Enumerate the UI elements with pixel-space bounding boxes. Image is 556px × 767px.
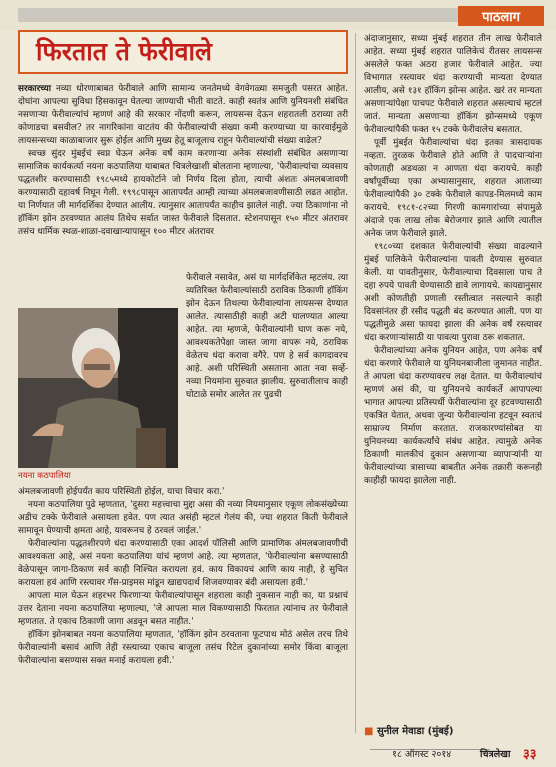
author-name: सुनील मेवाडा (मुंबई) bbox=[376, 726, 454, 737]
issue-date: १८ ऑगस्ट २०१४ bbox=[392, 749, 452, 760]
paragraph-4: फेरीवाल्यांना पद्धतशीरपणे धंदा करण्यासाठी एका आदर्श पॉलिसी आणि प्रामाणिक अंमलबजावणीची आवश्यकता आहे, असं नयना कठपालिया यांचं म्हणणं आहे. त्या म्हणतात, 'फेरीवाल्यांना बसण्यासाठी वेळेपासून जागा-ठिकाण सर्व काही निश्चित करायला हवं. काय विकायचं आणि काय नाही, हे सुचित करायला हवं आणि रस्त्यावर गॅस-प्राइमस मांडून खाद्यपदार्थ शिजवण्यावर बंदी असायला हवी.' bbox=[18, 539, 348, 588]
paragraph-2: स्वच्छ सुंदर मुंबईचं स्वप्न घेऊन अनेक वर्षं काम करणाऱ्या अनेक संस्थांशी संबंधित असणाऱ्या सामाजिक कार्यकर्त्या नयना कठपालिया याबाबत चित्रलेखाशी बोलताना म्हणाल्या, 'फेरीवाल्यांचा व्यवसाय पद्धतशीर करण्यासाठी १९८५मध्ये हायकोर्टाने जो निर्णय दिला होता, त्याची अंशतः अंमलबजावणी करण्यासाठी दहावर्ष निघून गेली. १९९८पासून आतापर्यंत आम्ही त्याच्या अंमलबजावणीसाठी लढत आहोत. या निर्णयात जी मार्गदर्शिका देण्यात आलीय. त्यानुसार आतापर्यंत काहीच झालेलं नाही. ज्या ठिकाणांना नो हॉकिंग झोन ठरवण्यात आलंय तिथेच सर्वात जास्त फेरीवाले दिसतात. स्टेशनपासून १५० मीटर अंतरावर तसंच धार्मिक स्थळ-शाळा-दवाखान्यापासून १०० मीटर अंतरावर bbox=[18, 149, 348, 237]
portrait-photo bbox=[18, 308, 178, 468]
byline-marker: ■ bbox=[364, 726, 377, 737]
article-left-column bbox=[18, 83, 348, 239]
photo-caption: नयना कठपालिया bbox=[18, 471, 71, 481]
paragraph-2-continued: फेरीवाले नसावेत, असं या मार्गदर्शिकेत म्हटलंय. त्या व्यतिरिक्त फेरीवाल्यांसाठी ठराविक ठिकाणी हॉकिंग झोन देऊन तिथल्या फेरीवाल्यांना लायसन्स देण्यात आलेत. त्यासाठीही काही अटी घालण्यात आल्या आहेत. त्या म्हणजे, फेरीवाल्यांनी घाण करू नये, आवश्यकतेपेक्षा जास्त जागा वापरू नये, ठराविक वेळेतच धंदा करावा वगैरे. पण हे सर्व कागदावरच आहे. अशी परिस्थिती असताना आता नवा सर्व्हे-नव्या नियमांना सुरुवात झालीय. सुरुवातीलाच काही घोटाळे समोर आलेत तर पुढची bbox=[186, 273, 348, 400]
lead-paragraph bbox=[18, 83, 348, 148]
right-paragraph-2: पूर्वी मुंबईत फेरीवाल्यांचा धंदा इतका त्रासदायक नव्हता. तुरळक फेरीवाले होते आणि ते पादचाऱ्यांना कोणताही अडथळा न आणता धंदा करायचे. काही वर्षांपूर्वीच्या एका अभ्यासानुसार, शहरात आताच्या फेरीवाल्यांपैकी ३० टक्के फेरीवाले कापड-मिलमध्ये काम करायचे. १९८१-८२च्या गिरणी कामगारांच्या संपामुळे अंदाजे एक लाख लोक बेरोजगार झाले आणि त्यातील अनेक जण फेरीवाले झाले. bbox=[364, 138, 542, 239]
paragraph-2-end: अंमलबजावणी होईपर्यंत काय परिस्थिती होईल, याचा विचार करा.' bbox=[18, 487, 225, 497]
lead-text: नव्या धोरणाबाबत फेरीवाले आणि सामान्य जनतेमध्ये वेगवेगळ्या समजुती पसरत आहेत. दोघांना आपल्या सुविधा हिसकावून घेतल्या जाण्याची भीती वाटते. काही स्वतंत्र आणि युनियनशी संबंधित नसणाऱ्या फेरीवाल्यांचं म्हणणं आहे की सरकार नोंदणी करून, लायसन्स देऊन शहरातली ठराव्या तरी कोणाडचा बसवील? तर नागरिकांना वाटतंय की फेरीवाल्यांची संख्या कमी करण्याच्या या कारवाईमुळे लायसन्सच्या काळाबाजार सुरू होईल आणि मुख्य हेतू बाजूलाच राहून फेरीवाल्यांची संख्या वाढेल? bbox=[18, 84, 348, 146]
header-band bbox=[18, 8, 458, 22]
headline-box bbox=[18, 30, 348, 74]
text-beside-photo bbox=[186, 272, 348, 402]
right-paragraph-3: १९८०च्या दशकात फेरीवाल्यांची संख्या वाढल्याने मुंबई पालिकेने फेरीवाल्यांना पावती देण्यास सुरुवात केली. या पावतीनुसार, फेरीवाल्याचा दिवसाला पाच ते दहा रुपये पावती घेण्यासाठी द्यावे लागायचे. कायद्यानुसार अशी कोणतीही प्रणाली रस्तीत्वात नसल्याने काही दिवसांनंतर ही रसीद पद्धती बंद करण्यात आली. पण या पद्धतीमुळे असा फायदा झाला की अनेक वर्षं रस्त्यावर धंदा करणाऱ्यांसाठी या पावत्या पुरावा ठरू शकतात. bbox=[364, 242, 542, 343]
top-bar bbox=[0, 0, 556, 30]
page-footer bbox=[0, 742, 556, 767]
article-right-column bbox=[364, 33, 542, 488]
portrait-image bbox=[18, 308, 178, 468]
byline bbox=[364, 723, 542, 737]
paragraph-6: हॉकिंग झोनबाबत नयना कठपालिया म्हणतात, 'हॉकिंग झोन ठरवताना फूटपाथ मोठं असेल तरच तिथे फेरीवाल्यांनी बसावं आणि तेही रस्त्याच्या एकाच बाजूला तसंच रिटेल दुकानांच्या समोर किंवा बाजूला फेरीवाल्यांना बसण्यास सक्त मनाई करायला हवी.' bbox=[18, 630, 348, 666]
article-headline: फिरतात ते फेरीवाले bbox=[36, 37, 212, 66]
magazine-name: चित्रलेखा bbox=[480, 749, 511, 760]
article-left-bottom bbox=[18, 486, 348, 668]
paragraph-3: नयना कठपालिया पुढे म्हणतात, 'दुसरा महत्त्वाचा मुद्दा असा की नव्या नियमानुसार एकूण लोकसंख्येच्या अडीच टक्के फेरीवाले असायला हवेत. पण त्यात असंही म्हटलं गेलंय की, ज्या शहरात किती फेरीवाले सामावून घेण्याची क्षमता आहे, यावरूनच हे ठरवलं जाईल.' bbox=[18, 500, 348, 536]
right-paragraph-4: फेरीवाल्यांच्या अनेक युनियन आहेत, पण अनेक वर्षं धंदा करणारे फेरीवाले या युनियनबाजीला जुमानत नाहीत. ते आपला धंदा करण्यावरच लक्ष देतात. या फेरीवाल्यांचं म्हणणं असं की, या युनियनचे कार्यकर्ते आपापल्या भागात आपल्या प्रतिस्पर्धी फेरीवाल्यांना दूर हटवण्यासाठी एकत्रित येतात, अथवा जुन्या फेरीवाल्यांना हटवून स्वतःचं साम्राज्य निर्माण करतात. राजकारण्यांसोबत या युनियनच्या कार्यकर्त्यांचे संबंध आहेत. त्यामुळे अनेक ठिकाणी मालकीचं दुकान असणाऱ्या व्यापाऱ्यांनी या फेरीवाल्यांच्या त्रासाच्या बाबतीत अनेक तक्रारी करूनही काहीही फायदा झालेला नाही. bbox=[364, 346, 542, 486]
page-number: ३३ bbox=[523, 747, 537, 762]
column-divider bbox=[355, 33, 356, 733]
lead-word: सरकारच्या bbox=[18, 84, 52, 94]
section-tag: पाठलाग bbox=[458, 6, 544, 26]
paragraph-5: आपला माल घेऊन शहरभर फिरणाऱ्या फेरीवाल्यांपासून शहराला काही नुकसान नाही का, या प्रश्नाचं उत्तर देताना नयना कठपालिया म्हणाल्या, 'जे आपला माल विकण्यासाठी फिरतात त्यांनाच तर फेरीवाले म्हणतात. ते एकाच ठिकाणी जागा अडवून बसत नाहीत.' bbox=[18, 591, 348, 627]
right-paragraph-1: अंदाजानुसार, सध्या मुंबई शहरात तीन लाख फेरीवाले आहेत. सध्या मुंबई शहरात पालिकेचं रीतसर लायसन्स असलेले फक्त अठरा हजार फेरीवाले आहेत. ज्या विभागात रस्त्यावर धंदा करण्याची मान्यता देण्यात आलीय, असे १३१ हॉकिंग झोन्स आहेत. खरं तर मान्यता असणाऱ्यांपेक्षा पाचपट फेरीवाले शहरात असल्याचं म्हटलं जातं. मान्यता असणाऱ्या हॉकिंग झोन्समध्ये एकूण फेरीवाल्यांपैकी फक्त १५ टक्के फेरीवालेच बसतात. bbox=[364, 34, 542, 135]
